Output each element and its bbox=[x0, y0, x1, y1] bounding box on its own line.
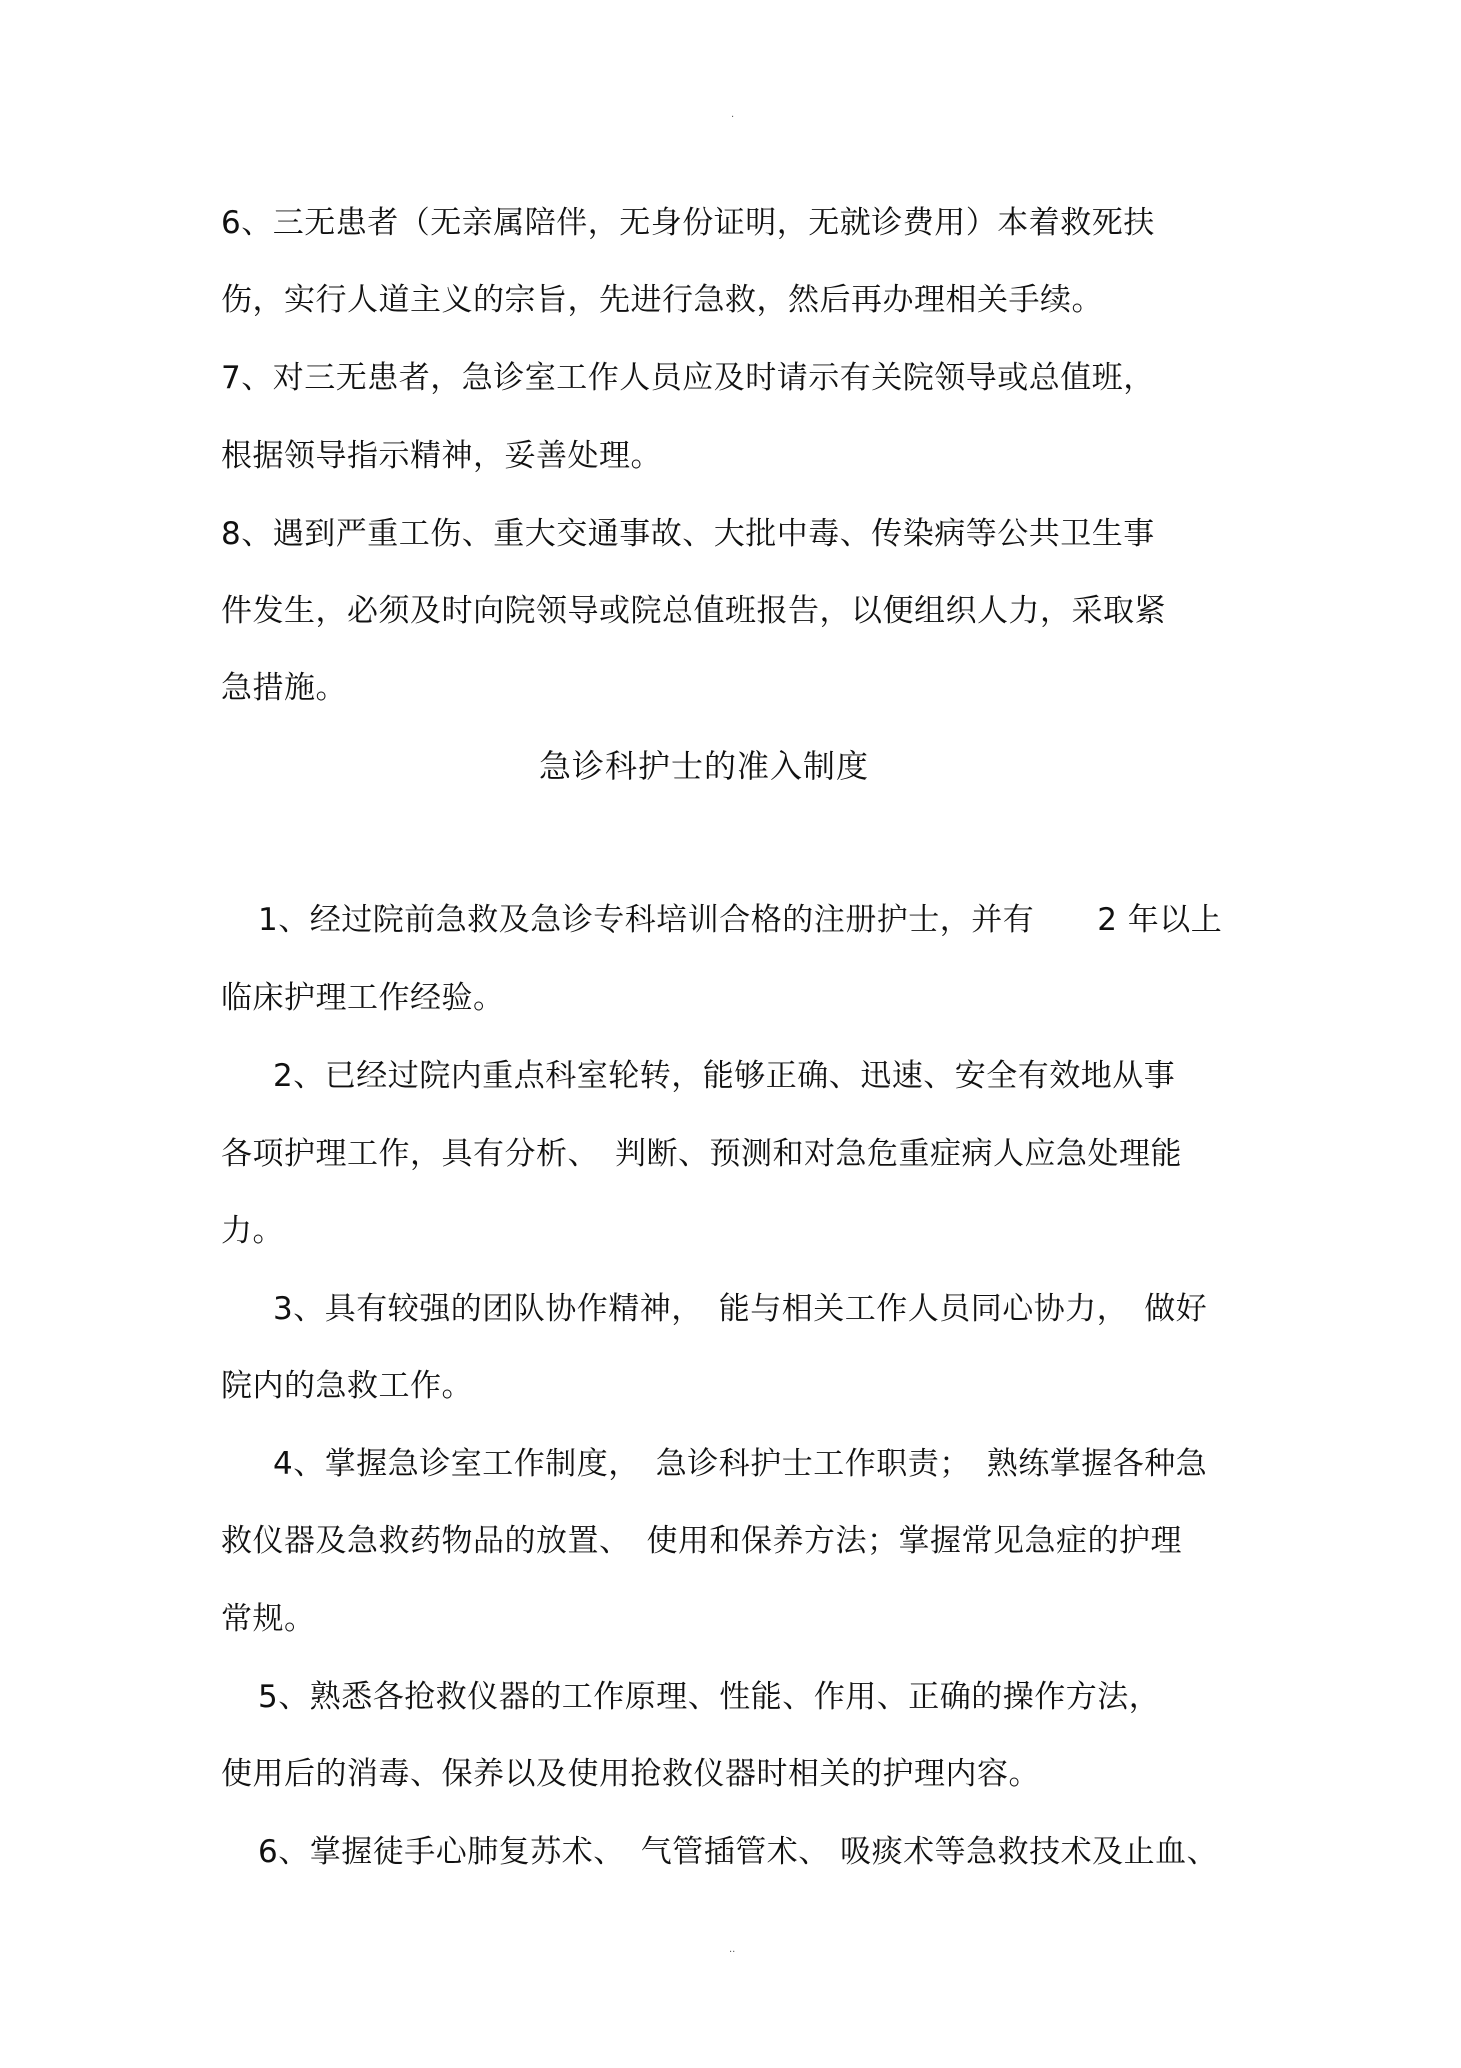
s2-item1-line2: 临床护理工作经验。 bbox=[221, 980, 505, 1016]
header-mark: . bbox=[731, 109, 735, 120]
s2-item5-line2: 使用后的消毒、保养以及使用抢救仪器时相关的护理内容。 bbox=[221, 1756, 1040, 1792]
s2-item1-line1: 1、经过院前急救及急诊专科培训合格的注册护士，并有 2 年以上 bbox=[258, 902, 1223, 938]
s1-item8-line3: 急措施。 bbox=[221, 670, 347, 706]
s2-item2-line1: 2、已经过院内重点科室轮转，能够正确、迅速、安全有效地从事 bbox=[273, 1058, 1176, 1094]
s1-item8-line2: 件发生，必须及时向院领导或院总值班报告，以便组织人力，采取紧 bbox=[221, 593, 1166, 629]
s2-item2-line3: 力。 bbox=[221, 1213, 284, 1249]
footer-mark: .. bbox=[729, 1944, 736, 1955]
s1-item6-line1: 6、三无患者（无亲属陪伴，无身份证明，无就诊费用）本着救死扶 bbox=[221, 205, 1155, 241]
s2-item2-line2: 各项护理工作，具有分析、 判断、预测和对急危重症病人应急处理能 bbox=[221, 1136, 1182, 1172]
s2-item4-line2: 救仪器及急救药物品的放置、 使用和保养方法；掌握常见急症的护理 bbox=[221, 1523, 1182, 1559]
s1-item7-line1: 7、对三无患者，急诊室工作人员应及时请示有关院领导或总值班， bbox=[221, 360, 1155, 396]
s2-item4-line1: 4、掌握急诊室工作制度， 急诊科护士工作职责； 熟练掌握各种急 bbox=[273, 1446, 1208, 1482]
s1-item6-line2: 伤，实行人道主义的宗旨，先进行急救，然后再办理相关手续。 bbox=[221, 282, 1103, 318]
s2-item3-line2: 院内的急救工作。 bbox=[221, 1368, 473, 1404]
s1-item8-line1: 8、遇到严重工伤、重大交通事故、大批中毒、传染病等公共卫生事 bbox=[221, 516, 1155, 552]
s2-item6-line1: 6、掌握徒手心肺复苏术、 气管插管术、 吸痰术等急救技术及止血、 bbox=[258, 1834, 1219, 1870]
s2-item5-line1: 5、熟悉各抢救仪器的工作原理、性能、作用、正确的操作方法， bbox=[258, 1679, 1161, 1715]
s2-item3-line1: 3、具有较强的团队协作精神， 能与相关工作人员同心协力， 做好 bbox=[273, 1291, 1208, 1327]
s2-item4-line3: 常规。 bbox=[221, 1601, 316, 1637]
section-title: 急诊科护士的准入制度 bbox=[539, 747, 870, 785]
s1-item7-line2: 根据领导指示精神，妥善处理。 bbox=[221, 438, 662, 474]
